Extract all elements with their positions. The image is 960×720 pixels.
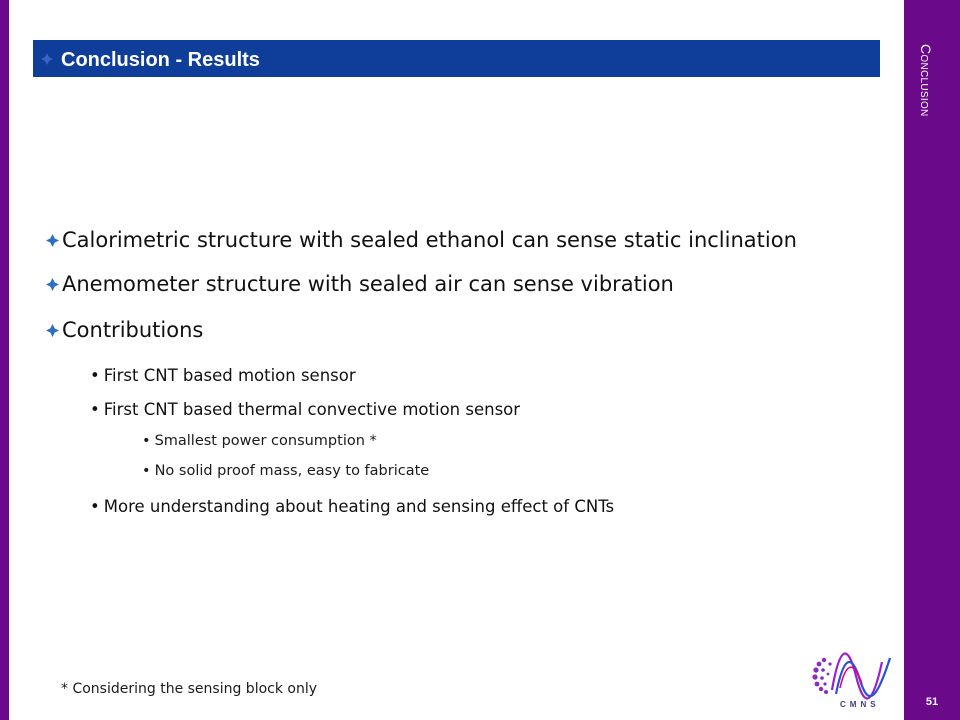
bullet-dot-icon: • xyxy=(90,400,100,419)
bullet-item xyxy=(46,318,203,342)
bullet-dot-icon: • xyxy=(90,497,100,516)
diamond-bullet-icon xyxy=(46,278,59,291)
sub-bullet-item xyxy=(90,400,520,419)
bullet-dot-icon: • xyxy=(142,433,151,449)
title-bar xyxy=(33,40,880,77)
left-accent-bar xyxy=(0,0,9,720)
bullet-item xyxy=(46,228,797,252)
sub-bullet-text: More understanding about heating and sensing effect of CNTs xyxy=(103,497,615,516)
sub-sub-bullet-text: Smallest power consumption * xyxy=(154,433,377,449)
sub-bullet-text: First CNT based thermal convective motion sensor xyxy=(103,400,521,419)
bullet-text: Calorimetric structure with sealed ethanol can sense static inclination xyxy=(62,228,797,252)
bullet-dot-icon: • xyxy=(90,366,100,385)
diamond-bullet-icon xyxy=(41,53,53,65)
cmns-logo-icon xyxy=(810,650,896,712)
bullet-dot-icon: • xyxy=(142,463,151,479)
logo-text: CMNS xyxy=(840,700,880,709)
sub-sub-bullet-item xyxy=(142,463,429,479)
sub-bullet-item xyxy=(90,497,614,516)
diamond-bullet-icon xyxy=(46,234,59,247)
sub-bullet-text: First CNT based motion sensor xyxy=(103,366,356,385)
bullet-text: Anemometer structure with sealed air can sense vibration xyxy=(62,272,674,296)
diamond-bullet-icon xyxy=(46,324,59,337)
sub-sub-bullet-item xyxy=(142,433,377,449)
footnote: * Considering the sensing block only xyxy=(61,681,318,697)
sub-sub-bullet-text: No solid proof mass, easy to fabricate xyxy=(154,463,430,479)
sub-bullet-item xyxy=(90,366,356,385)
page-number: 51 xyxy=(925,696,939,708)
bullet-item xyxy=(46,272,674,296)
section-label: Conclusion xyxy=(918,44,934,117)
bullet-text: Contributions xyxy=(62,318,204,342)
slide-title: Conclusion - Results xyxy=(61,49,260,71)
